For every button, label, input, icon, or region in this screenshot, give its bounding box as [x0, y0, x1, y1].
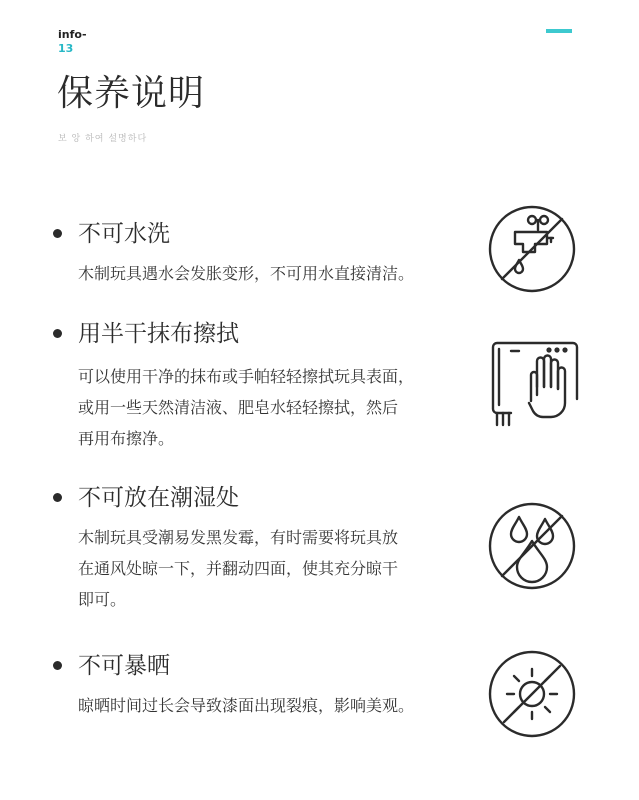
item-title: 不可水洗: [78, 221, 170, 247]
item-description: [78, 522, 468, 615]
item-title: 不可放在潮湿处: [78, 485, 239, 511]
page-subtitle: 보 앙 하여 설명하다: [58, 134, 148, 144]
item-title: 不可暴晒: [78, 653, 170, 679]
info-number: 13: [58, 42, 74, 55]
item-description-line: 在通风处晾一下，并翻动四面，使其充分晾干: [78, 559, 399, 578]
accent-bar: [546, 29, 572, 33]
hand-wipe-cloth-icon: [489, 339, 581, 429]
bullet: [53, 229, 62, 238]
item-description: [78, 690, 468, 721]
bullet: [53, 661, 62, 670]
item-description-line: 即可。: [78, 590, 127, 609]
item-description-line: 或用一些天然清洁液、肥皂水轻轻擦拭，然后: [78, 398, 399, 417]
item-description: [78, 361, 468, 454]
bullet: [53, 329, 62, 338]
item-description-line: 再用布擦净。: [78, 429, 175, 448]
page-title: 保养说明: [57, 73, 206, 114]
no-moisture-drops-icon: [487, 501, 577, 591]
item-description-line: 可以使用干净的抹布或手帕轻轻擦拭玩具表面，: [78, 367, 415, 386]
item-description-line: 木制玩具遇水会发胀变形，不可用水直接清洁。: [78, 264, 415, 283]
item-title: 用半干抹布擦拭: [78, 321, 239, 347]
info-label: info-: [58, 28, 87, 41]
no-sun-icon: [487, 649, 577, 739]
item-description-line: 木制玩具受潮易发黑发霉，有时需要将玩具放: [78, 528, 399, 547]
item-description: [78, 258, 468, 289]
item-description-line: 晾晒时间过长会导致漆面出现裂痕，影响美观。: [78, 696, 415, 715]
bullet: [53, 493, 62, 502]
no-water-faucet-icon: [487, 204, 577, 294]
